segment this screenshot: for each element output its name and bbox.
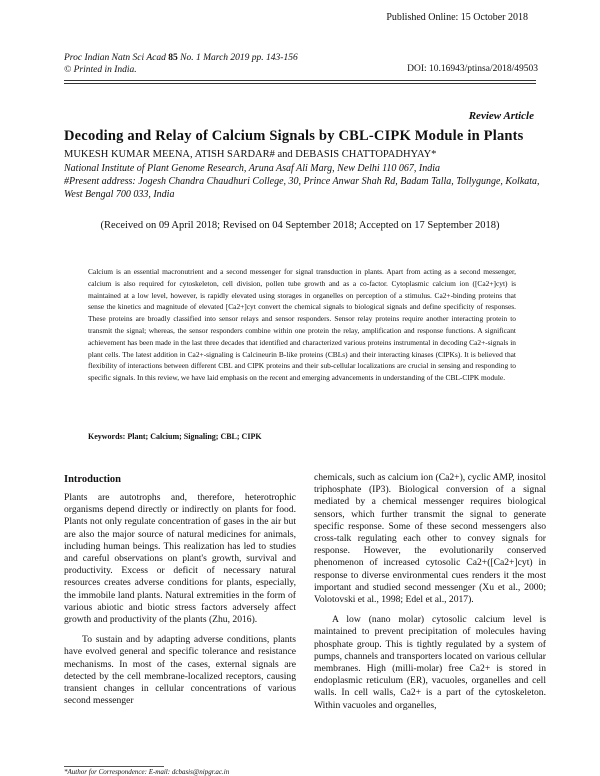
header-divider-2 — [64, 83, 536, 84]
affiliation-present: #Present address: Jogesh Chandra Chaudhuri College, 30, Prince Anwar Shah Rd, Badam Talla, Tollygunge, Kolkata, West Bengal 700 033, India — [64, 176, 540, 200]
intro-paragraph-3: chemicals, such as calcium ion (Ca2+), cyclic AMP, inositol triphosphate (IP3). Biological conversion of a signal mediated by a chemical messenger requires biological sensors, which further transmit the signal to generate specific response. Some of these second messengers also cross-talk regulating each other to convey signals for response. However, the evolutionarily conserved phenomenon of increased cytosolic Ca2+([Ca2+]cyt) in response to diverse environmental cues renders it the most important and studied second messenger (Xu et al., 2000; Volotovski et al., 1998; Edel et al., 2017). — [314, 472, 546, 606]
journal-citation — [64, 52, 298, 76]
intro-paragraph-1: Plants are autotrophs and, therefore, heterotrophic organisms depend directly or indirectly on plants for food. Plants not only regulate concentration of gases in the air but are also the major source of natural medicines for animals, including human beings. This realization has led to studies and careful observations on plant's growth, survival and productivity. Excess or deficit of necessary natural resources creates adverse conditions for plants, especially, the immobile land plants. Natural extremities in the form of various abiotic and biotic stress factors adversely affect growth and productivity of the plants (Zhu, 2016). — [64, 492, 296, 626]
affiliations — [64, 162, 544, 201]
header-divider — [64, 80, 536, 81]
footnote-divider — [64, 766, 164, 767]
doi-link[interactable]: DOI: 10.16943/ptinsa/2018/49503 — [407, 64, 538, 74]
article-type: Review Article — [468, 110, 534, 122]
intro-paragraph-2: To sustain and by adapting adverse conditions, plants have evolved general and specific tolerance and resistance mechanisms. In most of the cases, external signals are detected by the cell membrane-localized receptors, causing transient changes in cellular concentrations of various second messenger — [64, 634, 296, 707]
abstract: Calcium is an essential macronutrient and a second messenger for signal transduction in plants. Apart from acting as a second messenger, calcium is also required for cytoskeleton, cell division, pollen tube growth and as a co-factor. Cytoplasmic calcium ion ([Ca2+]cyt) is maintained at a low level, however, is rapidly elevated using storages in organelles on perception of a stimulus. Ca2+-binding proteins that sense the kinetics and magnitude of elevated [Ca2+]cyt convert the chemical signals to biological signals and define specificity of responses. These proteins are broadly classified into sensor relays and sensor responders. Sensor relay proteins require another interacting protein to transmit the signal; whereas, the sensor responders combine within one protein the relay, amplification and response functions. A significant achievement has been made in the last three decades that identified and characterized various proteins instrumental in decoding Ca2+-signals in plant cells. The latest addition in Ca2+-signaling is Calcineurin B-like proteins (CBLs) and their interacting kinases (CIPKs). It is believed that flexibility of interactions between different CBL and CIPK proteins and their sub-cellular localizations are crucial in sensing and responding to specific signals. In this review, we have laid emphasis on the recent and emerging advancements in understanding of the CBL-CIPK module. — [88, 267, 516, 383]
column-left — [64, 492, 296, 707]
received-dates: (Received on 09 April 2018; Revised on 04 September 2018; Accepted on 17 September 2018) — [100, 220, 500, 231]
article-title: Decoding and Relay of Calcium Signals by CBL-CIPK Module in Plants — [64, 128, 524, 144]
keywords: Keywords: Plant; Calcium; Signaling; CBL; CIPK — [88, 432, 262, 441]
published-online-date: Published Online: 15 October 2018 — [386, 12, 528, 23]
intro-paragraph-4: A low (nano molar) cytosolic calcium level is maintained to prevent precipitation of molecules having phosphate group. This is tightly regulated by a system of pumps, channels and transporters located on various cellular membranes. High (milli-molar) free Ca2+ is stored in endoplasmic reticulum (ER), vacuoles, organelles and cell walls. In cell walls, Ca2+ is a part of the cytoskeleton. Within vacuoles and organelles, — [314, 614, 546, 711]
affiliation-primary: National Institute of Plant Genome Research, Aruna Asaf Ali Marg, New Delhi 110 067, India — [64, 163, 440, 174]
section-heading-introduction: Introduction — [64, 474, 121, 485]
correspondence-footnote: *Author for Correspondence: E-mail: dcbasis@nipgr.ac.in — [64, 768, 230, 776]
journal-line: Proc Indian Natn Sci Acad 85 No. 1 March 2019 pp. 143-156 — [64, 53, 298, 63]
printed-in-india: © Printed in India. — [64, 65, 137, 75]
column-right — [314, 472, 546, 712]
article-authors: MUKESH KUMAR MEENA, ATISH SARDAR# and DEBASIS CHATTOPADHYAY* — [64, 149, 437, 160]
